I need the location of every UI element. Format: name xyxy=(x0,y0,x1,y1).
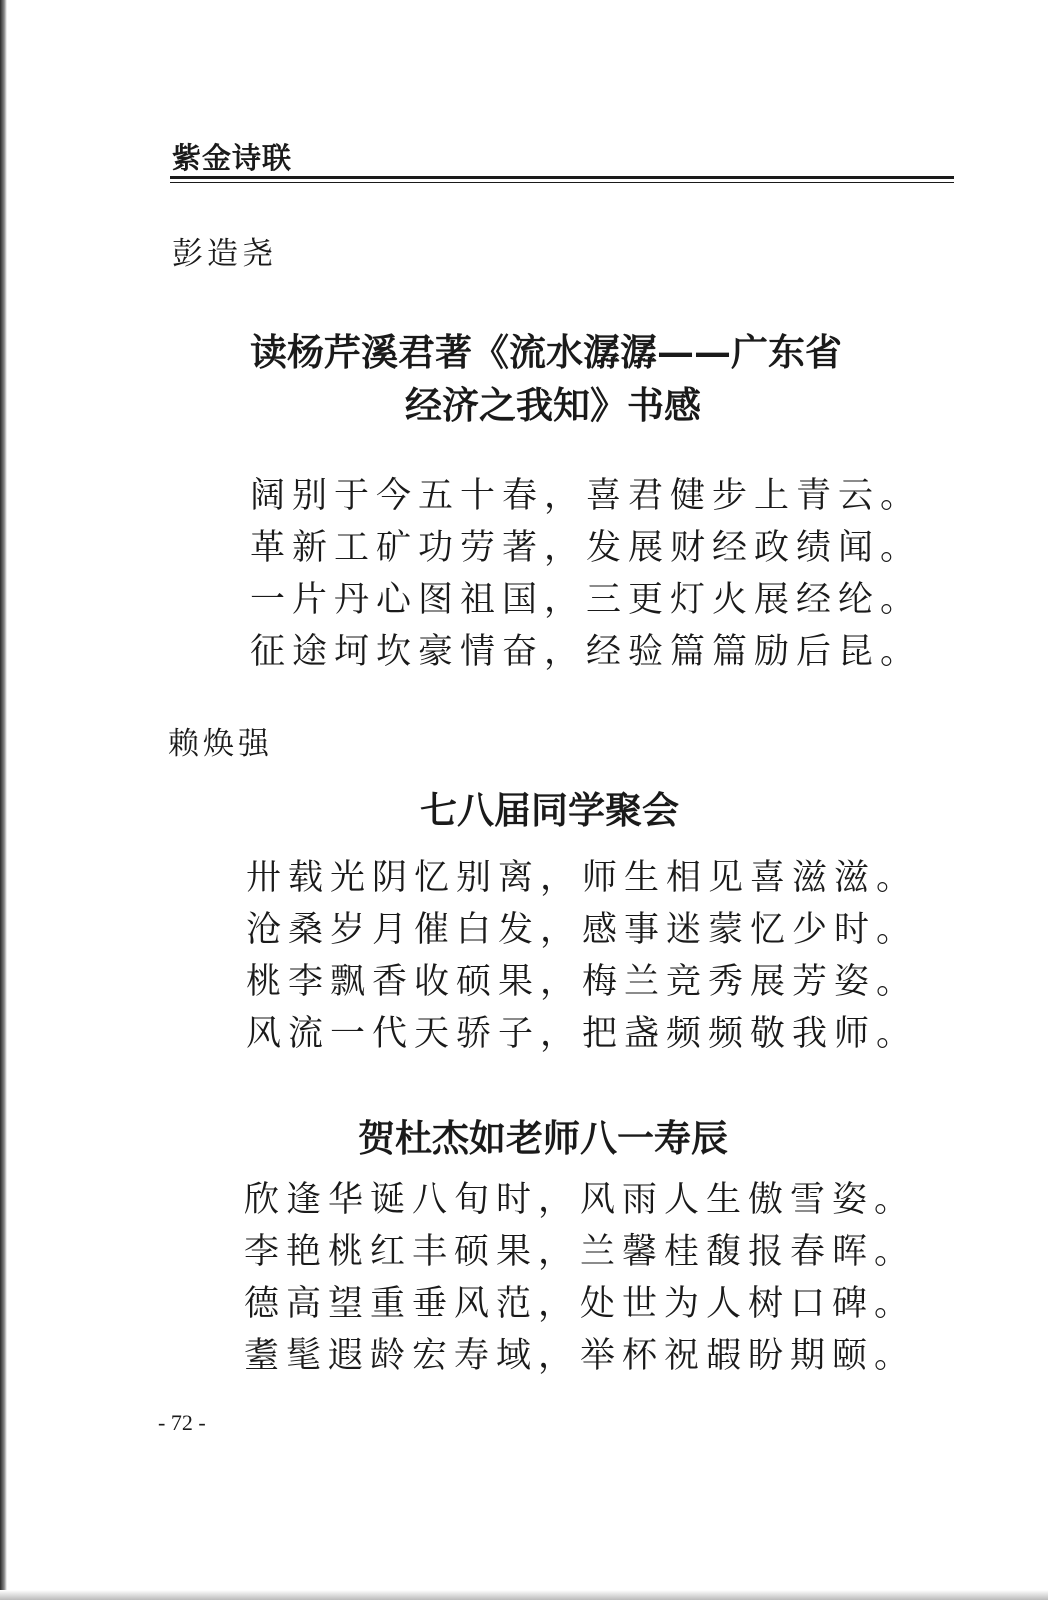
poem-line: 德高望重垂风范，处世为人树口碑。 xyxy=(244,1284,917,1324)
poem-line: 风流一代天骄子，把盏频频敬我师。 xyxy=(246,1014,919,1054)
poem-title-continued: 经济之我知》书感 xyxy=(405,383,701,427)
poem-line: 征途坷坎豪情奋，经验篇篇励后昆。 xyxy=(250,632,923,672)
journal-title: 紫金诗联 xyxy=(172,141,293,175)
poem-title: 读杨芹溪君著《流水潺潺——广东省 xyxy=(250,330,842,374)
author-name: 赖焕强 xyxy=(168,726,273,762)
poem-line: 阔别于今五十春，喜君健步上青云。 xyxy=(250,476,923,516)
author-name: 彭造尧 xyxy=(172,236,277,272)
poem-body xyxy=(246,852,918,1060)
poem-line: 桃李飘香收硕果，梅兰竞秀展芳姿。 xyxy=(246,962,919,1002)
poem-line: 耋髦遐龄宏寿域，举杯祝嘏盼期颐。 xyxy=(244,1336,917,1376)
page-edge xyxy=(0,0,7,1600)
poem-body xyxy=(244,1174,916,1382)
header-rule xyxy=(170,176,954,179)
poem-line: 沧桑岁月催白发，感事迷蒙忆少时。 xyxy=(246,910,919,950)
poem-body xyxy=(250,470,922,678)
header-rule-thin xyxy=(170,182,954,183)
poem-title: 七八届同学聚会 xyxy=(420,788,679,832)
page-bottom-edge xyxy=(0,1590,1048,1600)
poem-title: 贺杜杰如老师八一寿辰 xyxy=(358,1116,728,1160)
poem-line: 卅载光阴忆别离，师生相见喜滋滋。 xyxy=(246,858,919,898)
poem-line: 一片丹心图祖国，三更灯火展经纶。 xyxy=(250,580,923,620)
poem-line: 革新工矿功劳著，发展财经政绩闻。 xyxy=(250,528,923,568)
poem-line: 李艳桃红丰硕果，兰馨桂馥报春晖。 xyxy=(244,1232,917,1272)
poem-line: 欣逢华诞八旬时，风雨人生傲雪姿。 xyxy=(244,1180,917,1220)
page-number: - 72 - xyxy=(158,1410,206,1435)
